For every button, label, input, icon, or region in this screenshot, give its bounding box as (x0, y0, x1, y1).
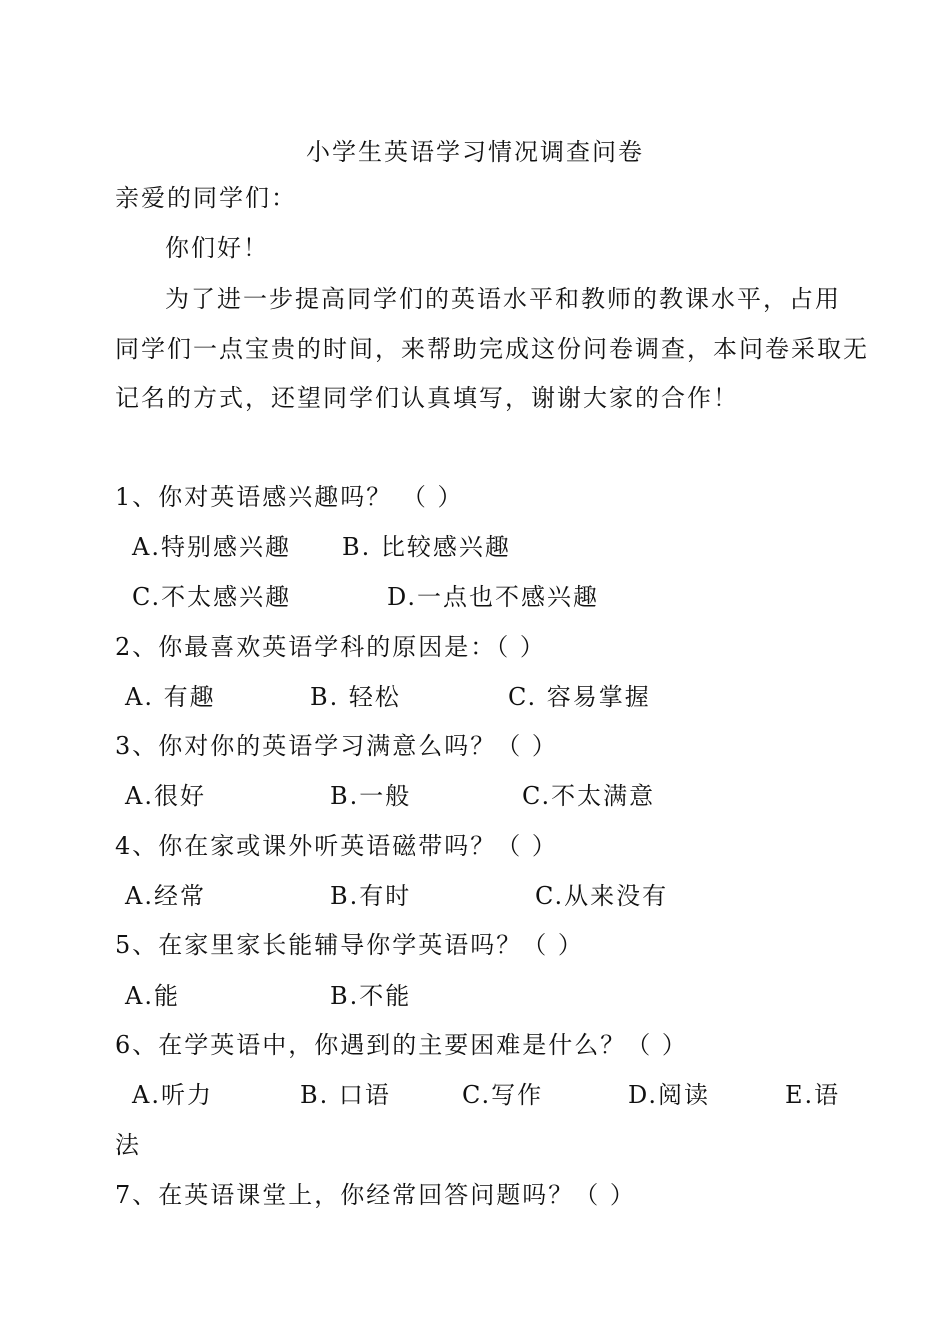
question-2: 2、你最喜欢英语学科的原因是：（ ） (115, 633, 546, 661)
greeting: 亲爱的同学们： (115, 184, 297, 212)
q3-option-c: C.不太满意 (522, 782, 656, 810)
intro-line-1: 为了进一步提高同学们的英语水平和教师的教课水平，占用 (165, 285, 841, 313)
question-6: 6、在学英语中，你遇到的主要困难是什么？（ ） (115, 1031, 688, 1059)
q2-option-c: C. 容易掌握 (508, 683, 651, 711)
question-4: 4、你在家或课外听英语磁带吗？（ ） (115, 832, 558, 860)
q6-option-d: D.阅读 (628, 1081, 711, 1109)
intro-line-3: 记名的方式，还望同学们认真填写，谢谢大家的合作！ (115, 384, 739, 412)
q3-option-a: A.很好 (125, 782, 206, 810)
q1-option-c: C.不太感兴趣 (132, 583, 292, 611)
q4-option-c: C.从来没有 (535, 882, 669, 910)
q2-option-b: B. 轻松 (310, 683, 401, 711)
document-title: 小学生英语学习情况调查问卷 (306, 138, 644, 166)
question-5: 5、在家里家长能辅导你学英语吗？（ ） (115, 931, 584, 959)
q5-option-a: A.能 (125, 982, 180, 1010)
q4-option-a: A.经常 (125, 882, 206, 910)
question-3: 3、你对你的英语学习满意么吗？（ ） (115, 732, 558, 760)
q1-option-b: B. 比较感兴趣 (342, 533, 511, 561)
q6-option-e-wrap: 法 (115, 1131, 141, 1159)
question-7: 7、在英语课堂上，你经常回答问题吗？（ ） (115, 1181, 636, 1209)
q6-option-b: B. 口语 (300, 1081, 391, 1109)
intro-line-2: 同学们一点宝贵的时间，来帮助完成这份问卷调查，本问卷采取无 (115, 335, 869, 363)
question-1: 1、你对英语感兴趣吗？ （ ） (115, 483, 464, 511)
q3-option-b: B.一般 (330, 782, 412, 810)
q6-option-e: E.语 (785, 1081, 841, 1109)
q1-option-a: A.特别感兴趣 (132, 533, 291, 561)
q6-option-a: A.听力 (132, 1081, 213, 1109)
q5-option-b: B.不能 (330, 982, 412, 1010)
q2-option-a: A. 有趣 (125, 683, 216, 711)
q1-option-d: D.一点也不感兴趣 (387, 583, 600, 611)
q4-option-b: B.有时 (330, 882, 412, 910)
q6-option-c: C.写作 (462, 1081, 544, 1109)
hello: 你们好！ (165, 234, 269, 262)
